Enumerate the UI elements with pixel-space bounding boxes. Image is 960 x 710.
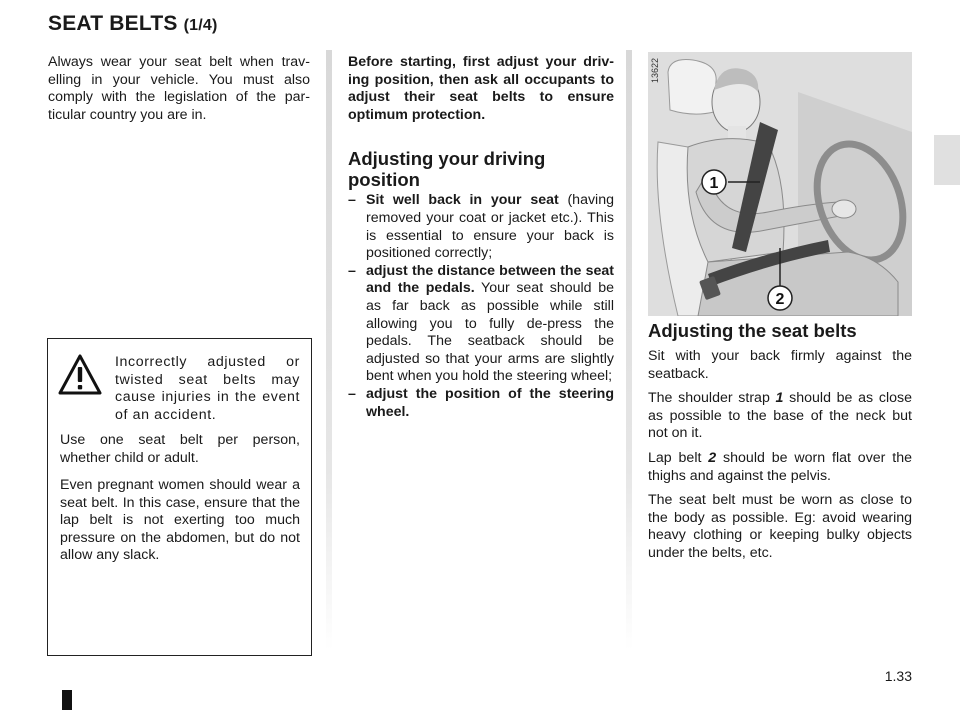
warning-box xyxy=(47,338,312,656)
item1-bold: Sit well back in your seat xyxy=(366,192,559,209)
item2-rest: Your seat should be as far back as possible while still allowing you to fully de-press the pedals. The seatback should be adjusted so that your arms are slightly bent when you hold the steering wheel; xyxy=(366,280,614,385)
driver-illustration xyxy=(648,52,912,316)
list-dash: – xyxy=(348,192,356,209)
page-title-part: (1/4) xyxy=(183,17,218,34)
column-divider-2 xyxy=(626,50,632,650)
callout-2: 2 xyxy=(775,291,785,308)
seat-belts-heading: Adjusting the seat belts xyxy=(648,320,857,341)
image-reference-code: 13622 xyxy=(650,58,660,84)
item2-bold: adjust the distance between the seat and the pedals. xyxy=(366,262,614,297)
seat-belts-column xyxy=(648,320,912,570)
col3-paragraph-4: The seat belt must be worn as close to the body as possible. Eg: avoid wearing heavy clothing or keeping bulky objects under the belts, etc. xyxy=(648,492,912,561)
p3-text-b: should be worn flat over the thighs and against the pelvis. xyxy=(648,449,912,484)
seat-belt-illustration xyxy=(648,52,912,316)
driving-position-heading: Adjusting your driving position xyxy=(348,148,546,191)
warning-triangle-icon xyxy=(58,353,102,397)
list-dash: – xyxy=(348,385,356,402)
page-title xyxy=(48,12,218,36)
warning-paragraph-1: Use one seat belt per person, whether child or adult. xyxy=(60,432,300,466)
list-item xyxy=(348,386,614,421)
p2-number: 1 xyxy=(775,390,784,407)
item1-rest: (having removed your coat or jacket etc.). This is essential to ensure your back is positioned correctly; xyxy=(366,192,614,262)
warning-paragraph-2: Even pregnant women should wear a seat belt. In this case, ensure that the lap belt is not exerting too much pressure on the abdomen, but do not allow any slack. xyxy=(60,477,300,564)
section-tab xyxy=(934,135,960,185)
callout-1: 1 xyxy=(709,175,719,192)
p2-text-a: The shoulder strap xyxy=(648,390,776,407)
corner-crop-mark xyxy=(62,690,72,710)
driving-position-column xyxy=(348,54,614,421)
list-item xyxy=(348,263,614,386)
item3-bold: adjust the position of the steering wheel. xyxy=(366,385,614,420)
list-item xyxy=(348,192,614,262)
intro-paragraph: Always wear your seat belt when trav-elling in your vehicle. You must also comply with the legislation of the par-ticular country you are in. xyxy=(48,54,310,123)
col2-intro: Before starting, first adjust your driv-ing position, then ask all occupants to adjust their seat belts to ensure optimum protection. xyxy=(348,54,614,123)
p2-text-b: should be as close as possible to the base of the neck but not on it. xyxy=(648,390,912,442)
col3-paragraph-3 xyxy=(648,450,912,485)
p3-number: 2 xyxy=(708,449,717,466)
page-number: 1.33 xyxy=(884,668,912,684)
page-title-text: SEAT BELTS xyxy=(48,12,178,35)
warning-lead-text: Incorrectly adjusted or twisted seat belts may cause injuries in the event of an accident. xyxy=(115,354,300,423)
col3-paragraph-2 xyxy=(648,390,912,443)
column-divider-1 xyxy=(326,50,332,650)
list-dash: – xyxy=(348,262,356,279)
p3-text-a: Lap belt xyxy=(648,449,709,466)
col3-paragraph-1: Sit with your back firmly against the seatback. xyxy=(648,348,912,382)
